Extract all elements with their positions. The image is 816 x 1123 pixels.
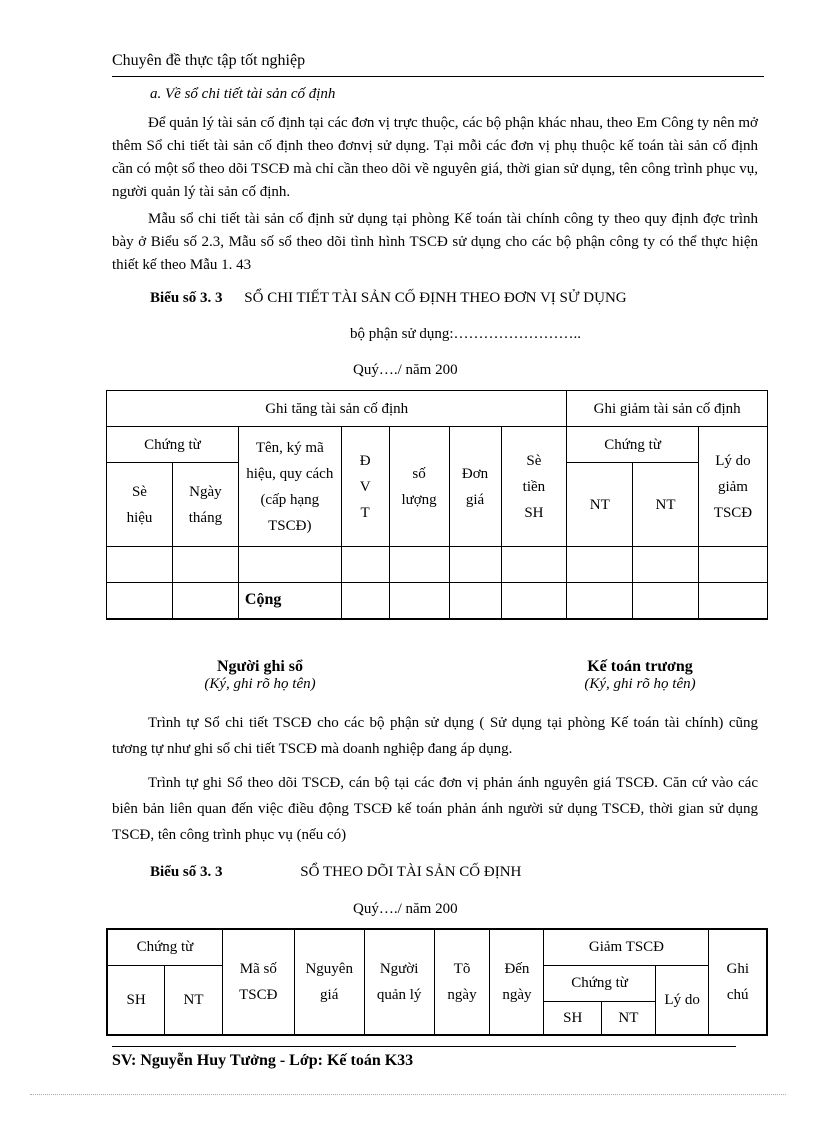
form1-table xyxy=(106,390,768,620)
f2-header-nt: NT xyxy=(165,965,223,1035)
header-nt-1: NT xyxy=(567,463,633,547)
header-nt-2: NT xyxy=(633,463,699,547)
signature-right xyxy=(540,658,740,693)
header-increase: Ghi tăng tài sản cố định xyxy=(107,391,567,427)
table-row xyxy=(107,547,768,583)
form1-title: SỔ CHI TIẾT TÀI SẢN CỐ ĐỊNH THEO ĐƠN VỊ SỬ DỤNG xyxy=(244,290,627,306)
section-title: a. Về sổ chi tiết tài sản cố định xyxy=(150,86,336,102)
amount-line-2: tiền xyxy=(522,478,546,495)
unit-line-3: T xyxy=(360,504,370,521)
footer-rule xyxy=(112,1046,736,1047)
form1-label: Biểu số 3. 3 xyxy=(150,290,223,306)
signature-left-sub: (Ký, ghi rõ họ tên) xyxy=(204,676,316,692)
paragraph-3: Trình tự Sổ chi tiết TSCĐ cho các bộ phận sử dụng ( Sử dụng tại phòng Kế toán tài chính) cũng tương tự như ghi sổ chi tiết TSCĐ mà doanh nghiệp đang áp dụng. xyxy=(112,715,758,757)
page-header: Chuyên đề thực tập tốt nghiệp xyxy=(112,52,306,69)
header-decrease: Ghi giảm tài sản cố định xyxy=(567,391,768,427)
amount-line-1: Sè xyxy=(526,452,542,469)
f2-header-to: Đến ngày xyxy=(490,929,544,1035)
page-footer: SV: Nguyễn Huy Tưởng - Lớp: Kế toán K33 xyxy=(112,1052,414,1069)
header-date: Ngày tháng xyxy=(172,463,238,547)
f2-header-note: Ghi chú xyxy=(709,929,767,1035)
amount-line-3: SH xyxy=(524,504,544,521)
form1-period: Quý…./ năm 200 xyxy=(353,362,458,378)
f2-header-reason: Lý do xyxy=(655,965,709,1035)
f2-header-voucher: Chứng từ xyxy=(107,929,222,965)
f2-header-sh: SH xyxy=(107,965,165,1035)
unit-line-2: V xyxy=(359,478,371,495)
f2-header-dec-sh: SH xyxy=(544,1001,602,1035)
unit-line-1: Đ xyxy=(359,452,371,469)
form1-caption xyxy=(150,290,627,307)
form2-label: Biểu số 3. 3 xyxy=(150,864,223,880)
paragraph-1: Để quản lý tài sản cố định tại các đơn vị trực thuộc, các bộ phận khác nhau, theo Em Công ty nên mở thêm Sổ chi tiết tài sản cố định theo đơnvị sử dụng. Tại mỗi các đơn vị phụ thuộc kế toán tài sản cố định cần có một sổ theo dõi TSCĐ mà chỉ cần theo dõi về nguyên giá, thời gian sử dụng, tên công trình phục vụ, người quản lý tài sản cố định. xyxy=(112,115,758,200)
f2-header-decrease: Giảm TSCĐ xyxy=(544,929,709,965)
paragraph-4: Trình tự ghi Sổ theo dõi TSCĐ, cán bộ tại các đơn vị phản ánh nguyên giá TSCĐ. Căn cứ vào các biên bản liên quan đến việc điều động TSCĐ kế toán phản ánh người sử dụng TSCĐ, thời gian sử dụng TSCĐ, tên công trình phục vụ (nếu có) xyxy=(112,775,758,843)
header-dec-voucher: Chứng từ xyxy=(567,427,699,463)
header-asset-name: Tên, ký mã hiệu, quy cách (cấp hạng TSCĐ) xyxy=(238,427,341,547)
page-edge-divider xyxy=(30,1094,786,1095)
f2-header-dec-voucher: Chứng từ xyxy=(544,965,655,1001)
header-reason: Lý do giảm TSCĐ xyxy=(698,427,767,547)
signature-right-sub: (Ký, ghi rõ họ tên) xyxy=(584,676,696,692)
form2-title: SỔ THEO DÕI TÀI SẢN CỐ ĐỊNH xyxy=(300,864,522,880)
header-number: Sè hiệu xyxy=(107,463,173,547)
total-label: Cộng xyxy=(238,583,341,619)
form2-table xyxy=(106,928,768,1036)
form1-dept: bộ phận sử dụng:…………………….. xyxy=(350,326,582,342)
f2-header-manager: Người quản lý xyxy=(364,929,434,1035)
header-voucher: Chứng từ xyxy=(107,427,239,463)
form2-period: Quý…./ năm 200 xyxy=(353,901,458,917)
total-row xyxy=(107,583,768,619)
f2-header-cost: Nguyên giá xyxy=(294,929,364,1035)
header-unit xyxy=(341,427,389,547)
form2-caption xyxy=(150,864,521,881)
header-amount xyxy=(501,427,567,547)
f2-header-code: Mã số TSCĐ xyxy=(222,929,294,1035)
f2-header-dec-nt: NT xyxy=(602,1001,656,1035)
header-price: Đơn giá xyxy=(449,427,501,547)
signature-right-name: Kế toán trương xyxy=(587,658,693,675)
signature-left xyxy=(160,658,360,693)
header-quantity: số lượng xyxy=(389,427,449,547)
signature-left-name: Người ghi sổ xyxy=(216,658,304,675)
f2-header-from: Tõ ngày xyxy=(434,929,490,1035)
paragraph-2: Mẫu sổ chi tiết tài sản cố định sử dụng tại phòng Kế toán tài chính công ty theo quy định đợc trình bày ở Biểu số 2.3, Mẫu số sổ theo dõi tình hình TSCĐ sử dụng cho các bộ phận công ty có thể thực hiện thiết kế theo Mẫu 1. 43 xyxy=(112,211,758,273)
header-rule xyxy=(112,76,764,77)
